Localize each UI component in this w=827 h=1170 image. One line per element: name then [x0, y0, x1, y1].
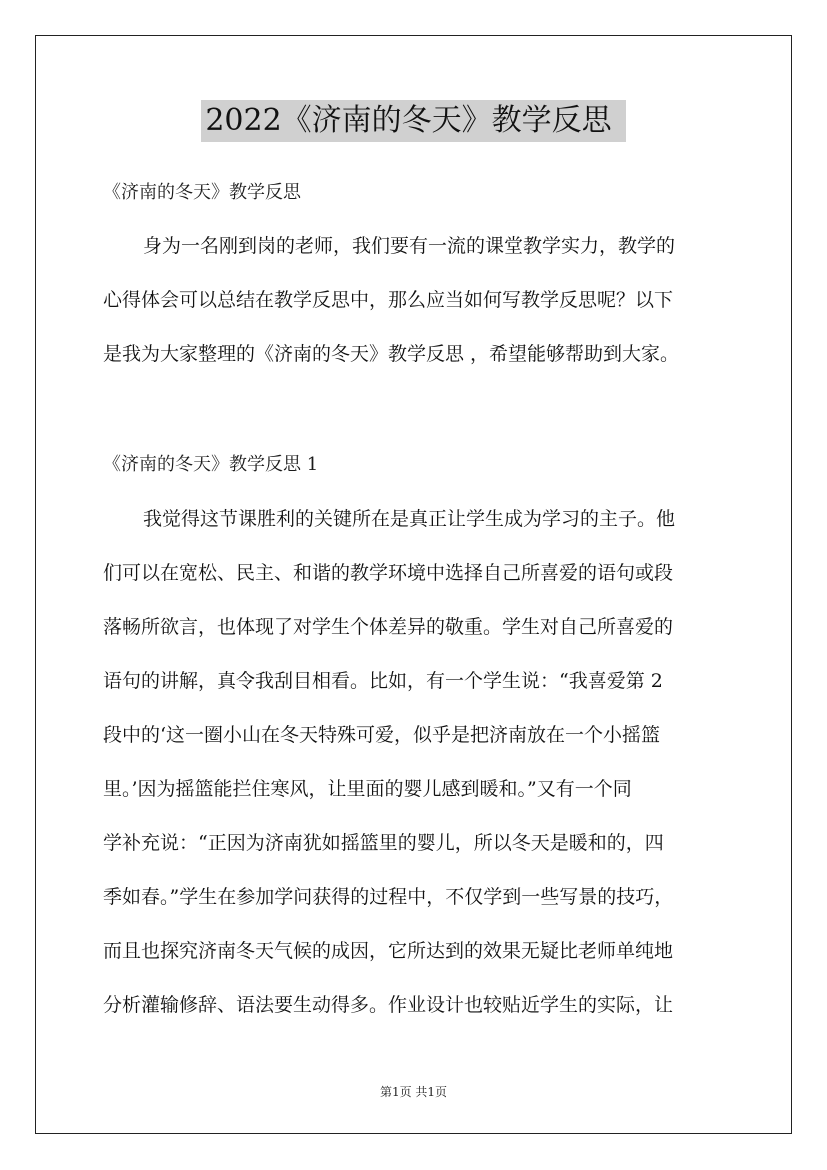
section1-line: 季如春。”学生在参加学问获得的过程中，不仅学到一些写景的技巧， — [103, 886, 674, 908]
section1-line: 段中的‘这一圈小山在冬天特殊可爱，似乎是把济南放在一个小摇篮 — [103, 724, 661, 746]
section1-line: 而且也探究济南冬天气候的成因，它所达到的效果无疑比老师单纯地 — [103, 940, 674, 962]
intro-heading: 《济南的冬天》教学反思 — [103, 182, 301, 203]
section1-line: 们可以在宽松、民主、和谐的教学环境中选择自己所喜爱的语句或段 — [103, 562, 674, 584]
section1-line: 分析灌输修辞、语法要生动得多。作业设计也较贴近学生的实际，让 — [103, 994, 674, 1016]
intro-line: 身为一名刚到岗的老师，我们要有一流的课堂教学实力，教学的 — [143, 235, 676, 257]
page-footer: 第1页 共1页 — [379, 1085, 448, 1099]
document-title: 2022《济南的冬天》教学反思 — [201, 100, 625, 142]
section1-paragraph — [103, 492, 725, 1032]
intro-line: 是我为大家整理的《济南的冬天》教学反思 ，希望能够帮助到大家。 — [103, 343, 680, 365]
section1-line: 语句的讲解，真令我刮目相看。比如，有一个学生说：“我喜爱第 2 — [103, 670, 663, 692]
intro-paragraph — [103, 219, 725, 381]
title-wrap — [0, 100, 827, 142]
section1-line: 里。’因为摇篮能拦住寒风，让里面的婴儿感到暖和。”又有一个同 — [103, 778, 632, 800]
section1-line: 我觉得这节课胜利的关键所在是真正让学生成为学习的主子。他 — [143, 508, 676, 530]
section1-heading: 《济南的冬天》教学反思 1 — [103, 454, 319, 475]
section1-line: 学补充说：“正因为济南犹如摇篮里的婴儿，所以冬天是暖和的，四 — [103, 832, 664, 854]
intro-line: 心得体会可以总结在教学反思中，那么应当如何写教学反思呢？以下 — [103, 289, 674, 311]
section1-line: 落畅所欲言，也体现了对学生个体差异的敬重。学生对自己所喜爱的 — [103, 616, 674, 638]
